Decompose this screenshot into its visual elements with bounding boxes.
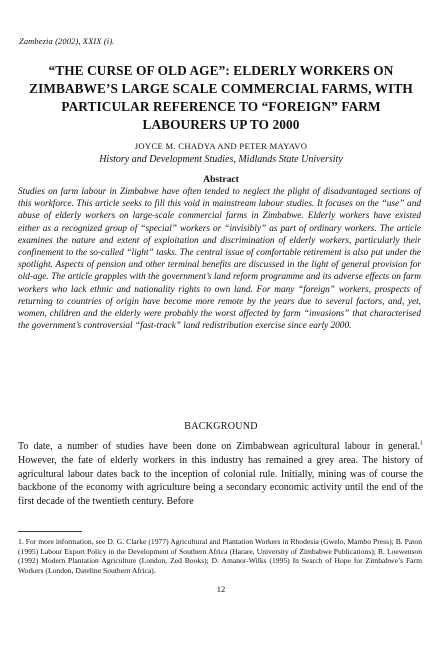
section-body xyxy=(18,440,423,509)
author-affiliation: History and Development Studies, Midlands State University xyxy=(99,154,343,165)
footnote-marker[interactable]: 1 xyxy=(420,440,423,447)
footnote-text: 1. For more information, see D. G. Clarke (1977) Agricultural and Plantation Workers in Rhodesia (Gwelo, Mambo Press); B. Paton (1995) Labour Export Policy in the Development of Southern Africa (Harare, University of Zimbabwe Publications); R. Loewenson (1992) Modern Plantation Agriculture (London, Zed Books); D. Amanor-Wilks (1995) In Search of Hope for Zimbabwe’s Farm Workers (London, Dateline Southern Africa). xyxy=(18,537,422,575)
article-authors: JOYCE M. CHADYA AND PETER MAYAVO xyxy=(134,141,308,151)
page-number: 12 xyxy=(216,584,226,594)
abstract-heading: Abstract xyxy=(203,174,239,185)
body-text-start: To date, a number of studies have been done on Zimbabwean agricultural labour in general. xyxy=(18,441,420,452)
body-text-rest: However, the fate of elderly workers in this industry has remained a grey area. The history of agricultural labour dates back to the inception of colonial rule. Initially, mining was of course the backbone of the economy with agriculture being a secondary economic activity until the end of the first decade of the twentieth century. Before xyxy=(18,454,423,508)
journal-citation: Zambezia (2002), XXIX (i). xyxy=(19,36,115,46)
abstract-text: Studies on farm labour in Zimbabwe have often tended to neglect the plight of disadvantaged sections of this workforce. This article seeks to fill this void in mainstream labour studies. It focuses on the “use” and abuse of elderly workers on large-scale commercial farms in Zimbabwe. Elderly workers have existed either as a recognized group of “special” workers or “invisibly” as part of ordinary workers. The article examines the nature and extent of exploitation and discrimination of elderly workers, particularly their confinement to the so-called “light” tasks. The central issue of comfortable retirement is also put under the spotlight. Aspects of pension and other terminal benefits are discussed in the light of general provision for old-age. The article grapples with the government’s land reform programme and its adverse effects on farm workers who lack ethnic and nationality rights to own land. For many “foreign” workers, prospects of returning to countries of origin have become more remote by the years due to several factors, and, yet, women, children and the elderly were probably the worst affected by farm “invasions” that characterised the government’s controversial “fast-track” land redistribution exercise since early 2000. xyxy=(18,187,421,332)
section-heading: BACKGROUND xyxy=(184,421,258,432)
footnote-divider xyxy=(18,531,82,532)
article-title: “THE CURSE OF OLD AGE”: ELDERLY WORKERS ON ZIMBABWE’S LARGE SCALE COMMERCIAL FARMS, WITH PARTICULAR REFERENCE TO “FOREIGN” FARM LABOURERS UP TO 2000 xyxy=(29,63,413,132)
